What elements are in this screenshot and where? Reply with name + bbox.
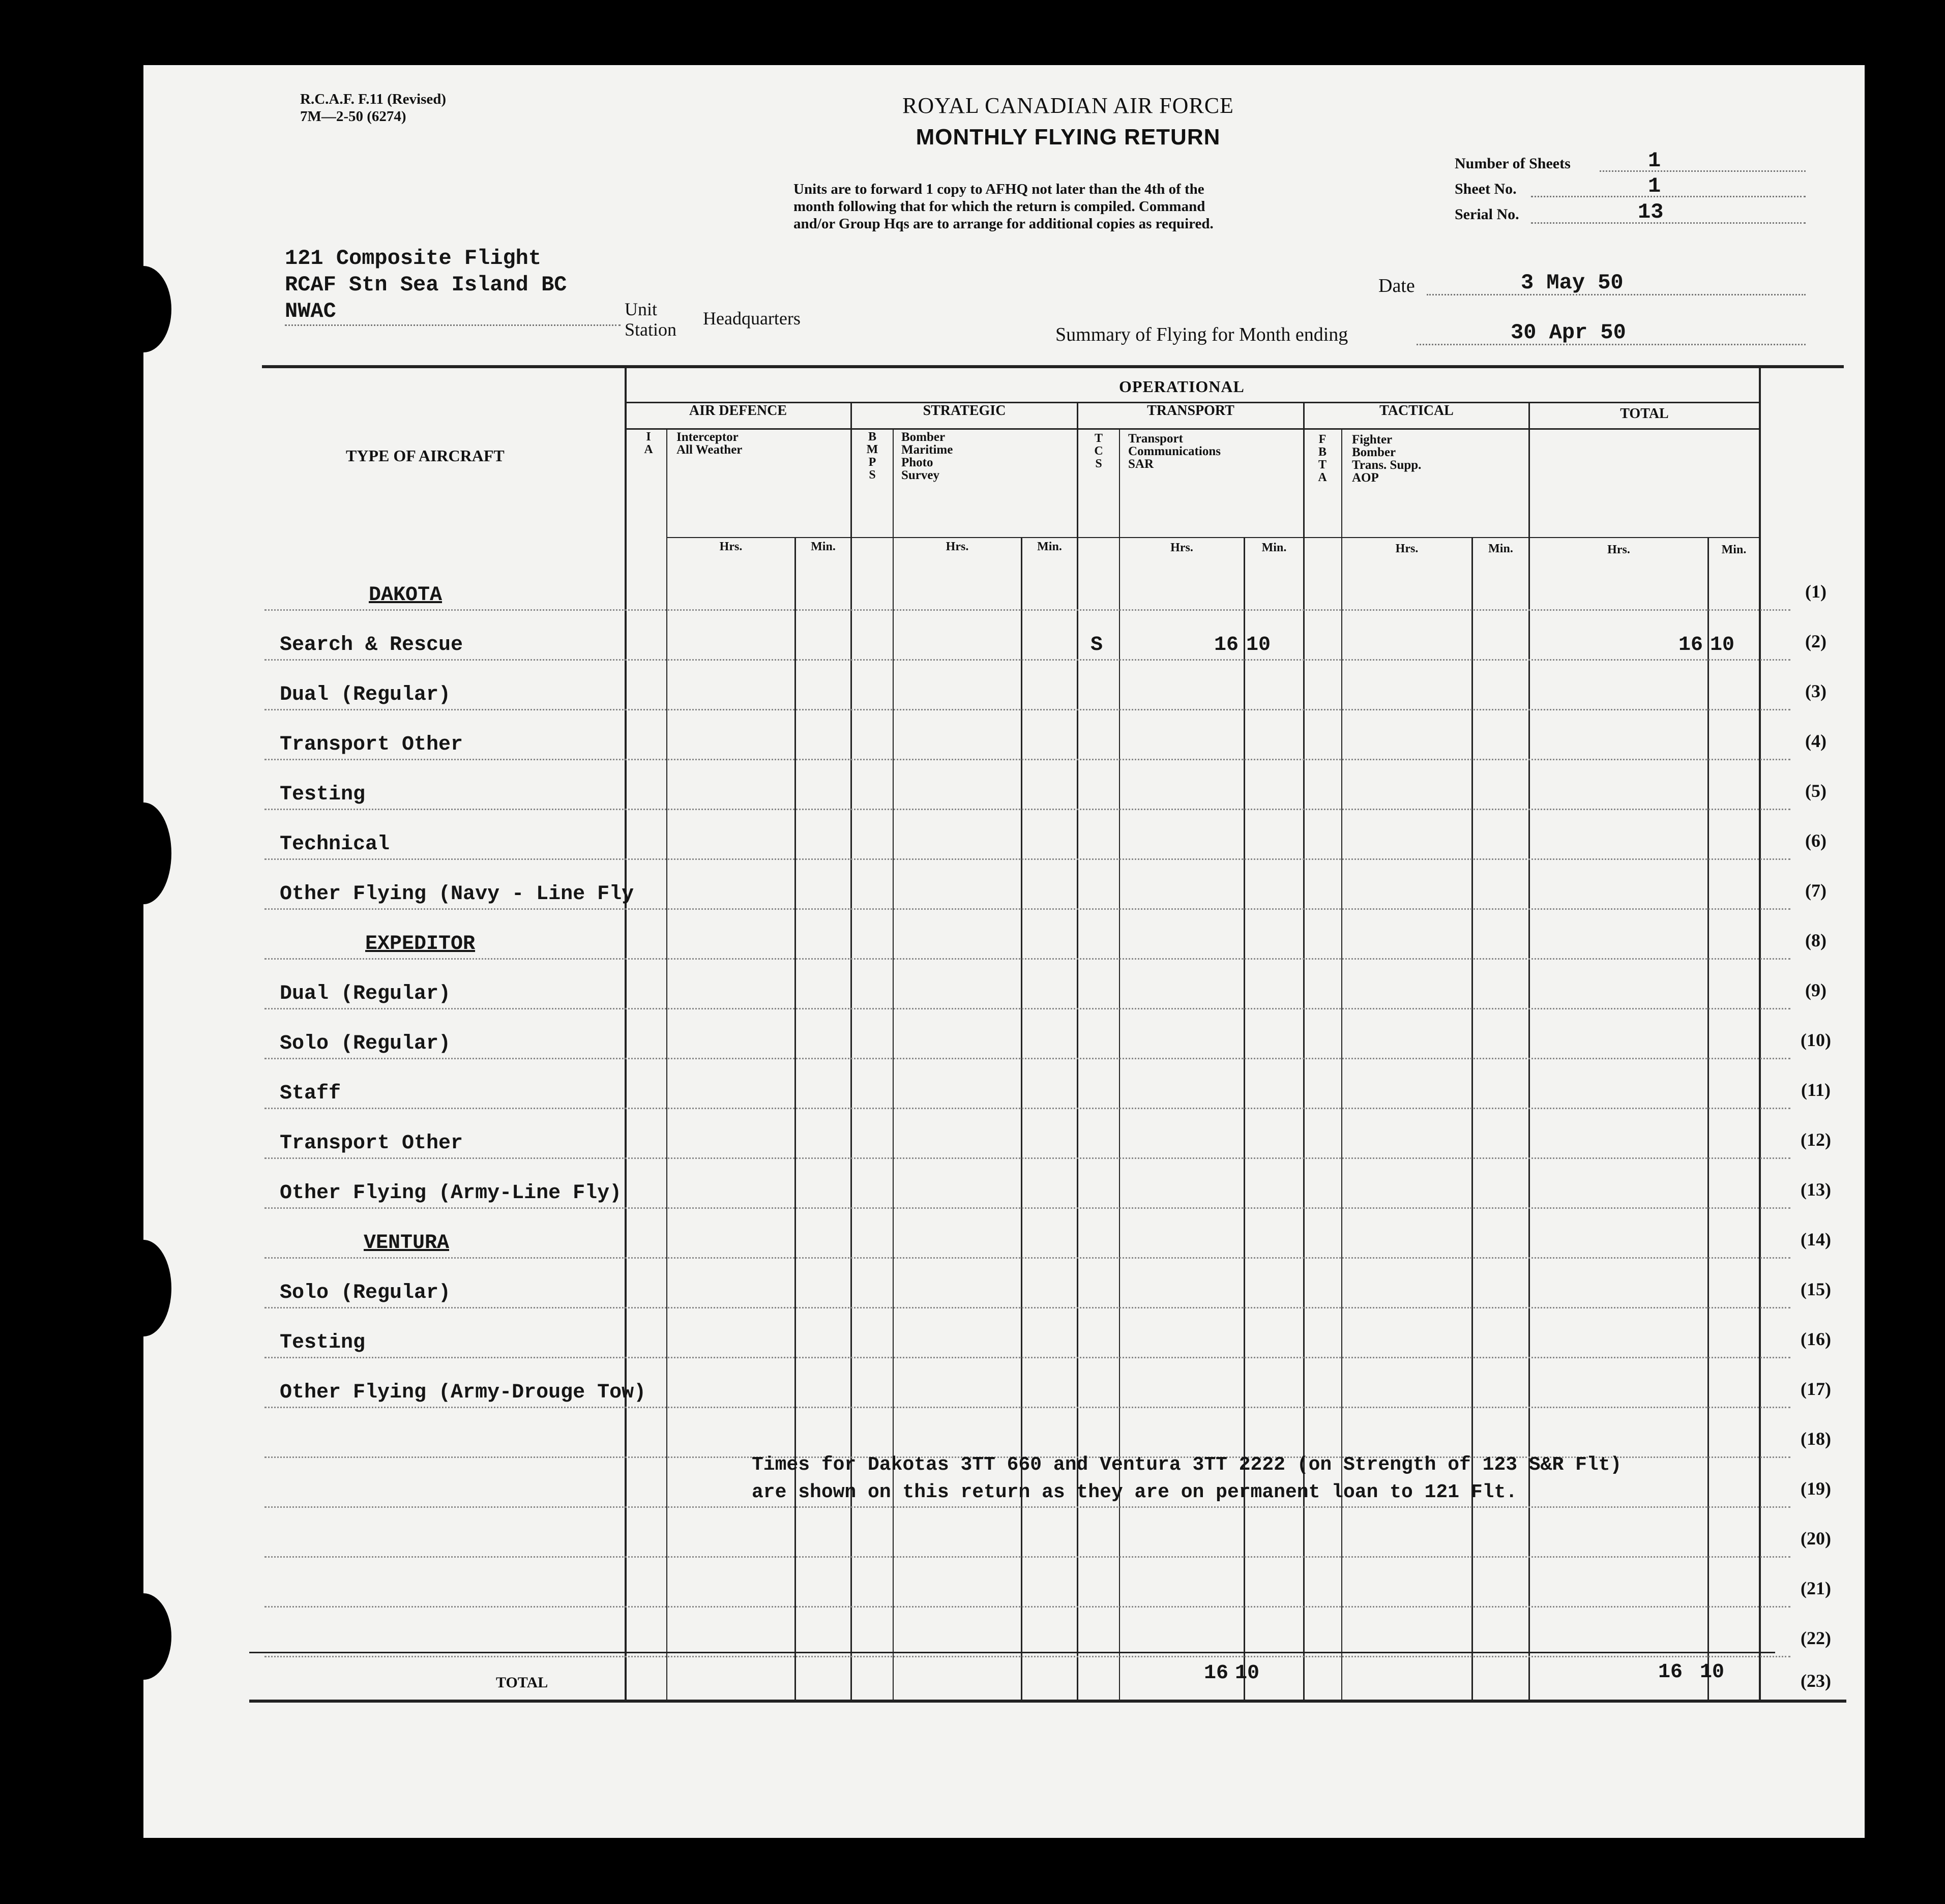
note-line2: are shown on this return as they are on permanent loan to 121 Flt. <box>752 1481 1518 1503</box>
ad-code-rule <box>666 428 667 1700</box>
total-top-rule <box>249 1652 1775 1653</box>
total-heading: TOTAL <box>1620 406 1669 422</box>
row-rule <box>264 809 1790 810</box>
total-min-value: 10 <box>1710 634 1735 657</box>
ta-code: T <box>1318 458 1327 471</box>
ad-list-item: Interceptor <box>676 430 739 444</box>
transport-code-value: S <box>1090 634 1103 657</box>
row-rule <box>264 709 1790 710</box>
row-rule <box>264 1506 1790 1508</box>
headquarters-label: Headquarters <box>703 308 801 329</box>
form-id-line1: R.C.A.F. F.11 (Revised) <box>300 91 447 107</box>
page-title-line2: MONTHLY FLYING RETURN <box>916 125 1221 150</box>
type-column-rule <box>625 367 627 1700</box>
instructions-line1: Units are to forward 1 copy to AFHQ not later than the 4th of the <box>793 181 1204 197</box>
tr-list-item: Transport <box>1128 432 1183 445</box>
ad-hrs-heading: Hrs. <box>719 540 743 553</box>
page-title-line1: ROYAL CANADIAN AIR FORCE <box>902 93 1234 118</box>
st-min-heading: Min. <box>1037 540 1062 553</box>
total-transport-min: 10 <box>1235 1662 1260 1685</box>
binder-hole <box>115 1593 171 1680</box>
row-number: (6) <box>1805 830 1826 851</box>
strategic-heading: STRATEGIC <box>923 403 1006 419</box>
total-total-hrs: 16 <box>1658 1661 1683 1684</box>
binder-hole <box>115 266 171 352</box>
ad-code: I <box>646 430 651 443</box>
summary-value: 30 Apr 50 <box>1511 320 1626 345</box>
row-label: Transport Other <box>280 733 463 756</box>
sheet-no-dots <box>1531 196 1806 197</box>
row-label: Testing <box>280 1331 366 1354</box>
row-label: Dual (Regular) <box>280 983 451 1005</box>
total-total-min: 10 <box>1700 1661 1725 1684</box>
form-id-line2: 7M—2-50 (6274) <box>300 108 406 125</box>
table-top-rule <box>262 365 1844 368</box>
row-number: (16) <box>1801 1329 1831 1349</box>
row-label: Other Flying (Navy - Line Fly <box>280 883 634 906</box>
st-list <box>901 431 953 482</box>
row-label-ventura: VENTURA <box>364 1232 450 1255</box>
row-rule <box>264 1108 1790 1109</box>
row-number: (17) <box>1801 1379 1831 1399</box>
ta-code: B <box>1318 445 1327 459</box>
row-number: (5) <box>1805 781 1826 801</box>
row-rule <box>264 1656 1790 1657</box>
row-label: Other Flying (Army-Line Fly) <box>280 1182 622 1205</box>
total-label: TOTAL <box>496 1674 548 1691</box>
ta-list-item: Fighter <box>1352 433 1393 447</box>
row-number: (3) <box>1805 681 1826 701</box>
ta-list-item: Trans. Supp. <box>1352 458 1422 472</box>
unit-line3: NWAC <box>285 299 336 323</box>
row-number: (13) <box>1801 1179 1831 1200</box>
tr-hrs-heading: Hrs. <box>1170 541 1193 554</box>
ta-list-item: Bomber <box>1352 445 1396 459</box>
row-number: (8) <box>1805 930 1826 950</box>
row-label: Testing <box>280 783 366 806</box>
row-number: (15) <box>1801 1279 1831 1299</box>
ad-codes <box>641 431 656 456</box>
row-number: (18) <box>1801 1429 1831 1449</box>
row-number: (7) <box>1805 880 1826 901</box>
row-label: Solo (Regular) <box>280 1032 451 1055</box>
ta-list-item: AOP <box>1352 471 1379 485</box>
row-label: Search & Rescue <box>280 634 463 657</box>
binder-hole <box>115 1240 171 1336</box>
row-label: Technical <box>280 833 390 856</box>
row-number: (10) <box>1801 1030 1831 1050</box>
sheet-no-value: 1 <box>1648 174 1661 198</box>
transport-heading: TRANSPORT <box>1147 403 1234 419</box>
total-transport-hrs: 16 <box>1203 1662 1228 1685</box>
serial-label: Serial No. <box>1455 206 1519 223</box>
air-defence-heading: AIR DEFENCE <box>689 403 787 419</box>
unit-line1: 121 Composite Flight <box>285 246 542 271</box>
instructions-line3: and/or Group Hqs are to arrange for additional copies as required. <box>793 216 1214 232</box>
ta-hrs-heading: Hrs. <box>1395 542 1419 555</box>
row-number: (21) <box>1801 1578 1831 1598</box>
tr-list-item: Communications <box>1128 444 1221 458</box>
hrs-min-rule <box>666 537 1759 538</box>
st-min-rule <box>1021 538 1022 1700</box>
row-rule <box>264 1407 1790 1408</box>
row-label: Solo (Regular) <box>280 1282 451 1304</box>
row-number: (11) <box>1801 1080 1831 1100</box>
transport-hrs-value: 16 <box>1214 634 1239 657</box>
sheet-no-label: Sheet No. <box>1455 181 1517 197</box>
st-hrs-heading: Hrs. <box>946 540 969 553</box>
operational-heading: OPERATIONAL <box>1119 377 1245 396</box>
unit-line2: RCAF Stn Sea Island BC <box>285 273 567 297</box>
ta-list <box>1352 433 1421 484</box>
row-number: (1) <box>1805 581 1826 602</box>
tr-list-item: SAR <box>1128 457 1154 471</box>
numbers-column-rule <box>1759 367 1761 1700</box>
ad-list-item: All Weather <box>676 443 743 457</box>
ta-codes <box>1315 433 1330 484</box>
row-label: Dual (Regular) <box>280 683 451 706</box>
row-number: (9) <box>1805 980 1826 1000</box>
ta-code-rule <box>1341 428 1342 1700</box>
st-list-item: Photo <box>901 456 933 469</box>
tot-min-heading: Min. <box>1721 543 1747 556</box>
serial-dots <box>1531 222 1806 224</box>
instructions-line2: month following that for which the return is compiled. Command <box>793 198 1205 215</box>
row-rule <box>264 1357 1790 1358</box>
row-rule <box>264 908 1790 910</box>
row-number: (20) <box>1801 1528 1831 1549</box>
sheets-label: Number of Sheets <box>1455 155 1571 172</box>
row-rule <box>264 1008 1790 1009</box>
tr-code: S <box>1095 457 1102 470</box>
ta-min-rule <box>1471 538 1473 1700</box>
note <box>752 1451 1622 1506</box>
tot-min-rule <box>1707 538 1709 1700</box>
date-value: 3 May 50 <box>1521 271 1624 295</box>
ta-min-heading: Min. <box>1488 542 1513 555</box>
st-list-item: Bomber <box>901 430 946 444</box>
row-rule <box>264 609 1790 611</box>
row-label-expeditor: EXPEDITOR <box>365 933 476 956</box>
sheets-value: 1 <box>1648 148 1661 173</box>
st-codes <box>865 431 880 482</box>
unit-label: Unit <box>625 299 658 319</box>
row-rule <box>264 1157 1790 1159</box>
ad-min-heading: Min. <box>811 540 836 553</box>
row-number: (12) <box>1801 1129 1831 1150</box>
unit-address <box>285 245 567 324</box>
row-number: (4) <box>1805 731 1826 751</box>
row-rule <box>264 1207 1790 1209</box>
row-label: Other Flying (Army-Drouge Tow) <box>280 1381 646 1404</box>
unit-station-label <box>625 299 676 340</box>
row-number: (23) <box>1801 1671 1831 1691</box>
total-bottom-rule <box>249 1700 1846 1703</box>
summary-label: Summary of Flying for Month ending <box>1055 324 1348 345</box>
sheets-dots <box>1600 170 1806 172</box>
st-list-item: Maritime <box>901 443 953 457</box>
ta-code: F <box>1318 433 1327 446</box>
ad-list <box>676 431 742 456</box>
date-label: Date <box>1378 275 1415 296</box>
row-number: (14) <box>1801 1229 1831 1250</box>
row-label-dakota: DAKOTA <box>369 584 443 607</box>
row-rule <box>264 1556 1790 1558</box>
st-code-rule <box>893 428 894 1700</box>
st-code: P <box>868 456 876 469</box>
tr-code-rule <box>1119 428 1120 1700</box>
row-rule <box>264 858 1790 860</box>
row-rule <box>264 1257 1790 1259</box>
st-code: M <box>866 443 878 456</box>
row-rule <box>264 958 1790 960</box>
tr-min-heading: Min. <box>1261 541 1287 554</box>
category-rule <box>626 428 1759 430</box>
row-label: Transport Other <box>280 1132 463 1155</box>
tr-codes <box>1091 432 1106 470</box>
tr-code: T <box>1094 432 1103 445</box>
row-number: (19) <box>1801 1478 1831 1499</box>
ta-code: A <box>1318 471 1327 484</box>
row-rule <box>264 759 1790 760</box>
tr-min-rule <box>1244 538 1245 1700</box>
tr-code: C <box>1094 444 1103 458</box>
row-rule <box>264 659 1790 661</box>
row-rule <box>264 1307 1790 1308</box>
st-code: B <box>868 430 876 443</box>
ad-code: A <box>644 443 653 456</box>
row-rule <box>264 1606 1790 1608</box>
total-hrs-value: 16 <box>1678 634 1703 657</box>
row-number: (2) <box>1805 631 1826 651</box>
tot-hrs-heading: Hrs. <box>1607 543 1630 556</box>
tr-list <box>1128 432 1221 470</box>
row-label: Staff <box>280 1082 341 1105</box>
st-list-item: Survey <box>901 468 939 482</box>
transport-min-value: 10 <box>1246 634 1271 657</box>
ad-min-rule <box>794 538 796 1700</box>
serial-value: 13 <box>1638 200 1664 224</box>
binder-hole <box>115 802 171 904</box>
unit-dots <box>285 324 621 326</box>
form-id <box>300 91 446 125</box>
type-of-aircraft-heading: TYPE OF AIRCRAFT <box>346 447 505 465</box>
row-number: (22) <box>1801 1628 1831 1648</box>
instructions <box>793 181 1214 232</box>
station-label: Station <box>625 319 677 340</box>
st-code: S <box>869 468 876 482</box>
row-rule <box>264 1058 1790 1059</box>
tactical-heading: TACTICAL <box>1379 403 1454 419</box>
note-line1: Times for Dakotas 3TT 660 and Ventura 3TT 2222 (on Strength of 123 S&R Flt) <box>752 1454 1622 1476</box>
